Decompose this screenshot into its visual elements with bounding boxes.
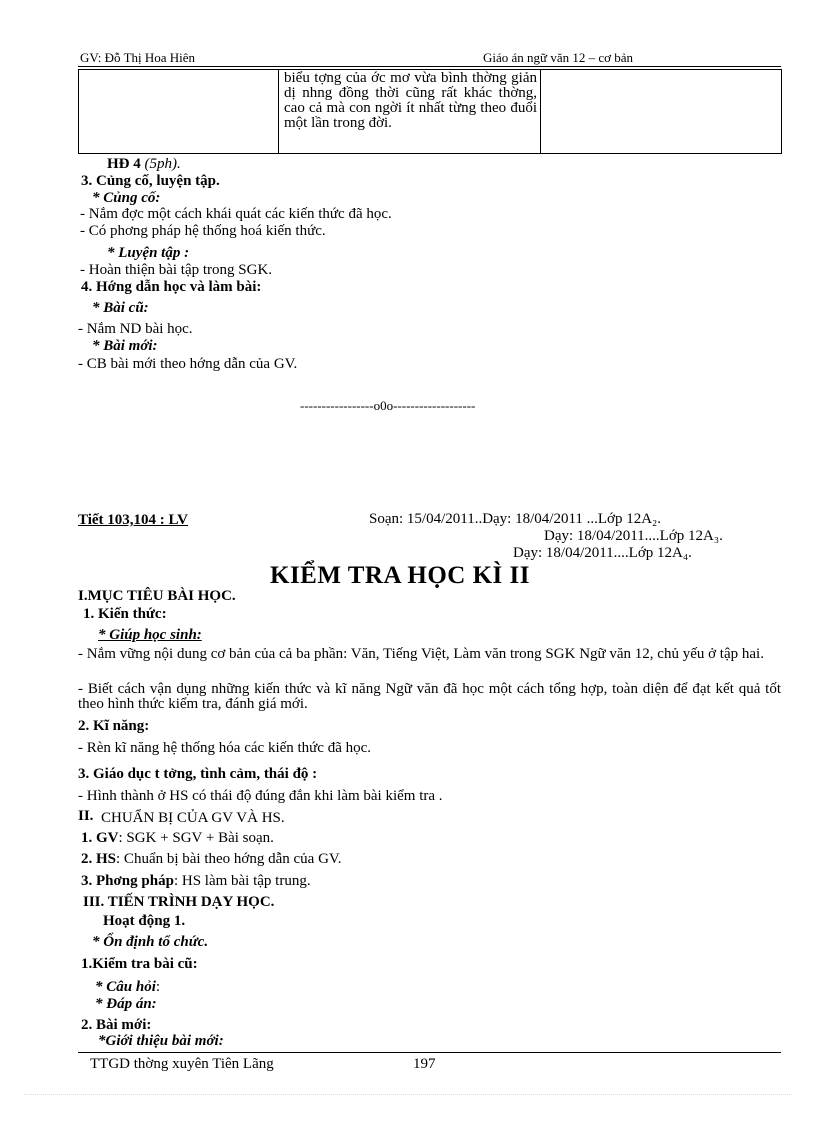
gv-line xyxy=(81,830,274,847)
table-cell-text: biểu tợng của ớc mơ vừa bình thờng giản dị nhng đồng thời cũng rất khác thờng, cao cả mà con ngời ít nhất từng theo đuổi một lần trong đời. xyxy=(284,70,537,131)
gv-num: 1. xyxy=(81,830,93,846)
dap-an-label: * Đáp án: xyxy=(95,996,157,1012)
ki-nang-label: 2. Kĩ năng: xyxy=(78,718,150,734)
cung-co-label: * Củng cố: xyxy=(92,190,161,206)
ki-nang-paragraph: - Rèn kĩ năng hệ thống hóa các kiến thức đã học. xyxy=(78,740,372,756)
gioi-thieu-label: *Giới thiệu bài mới: xyxy=(98,1033,224,1049)
part1-heading: I.MỤC TIÊU BÀI HỌC. xyxy=(78,588,236,604)
header-subject: Giáo án ngữ văn 12 – cơ bản xyxy=(483,50,634,65)
page-bottom-dotted-line xyxy=(24,1094,792,1095)
gv-text: : SGK + SGV + Bài soạn. xyxy=(118,830,274,846)
pp-text: : HS làm bài tập trung. xyxy=(173,873,311,889)
part3-heading: III. TIẾN TRÌNH DẠY HỌC. xyxy=(83,894,275,910)
kiem-tra-label: 1.Kiểm tra bài cũ: xyxy=(81,956,198,972)
hd4-label: HĐ 4 xyxy=(107,156,141,172)
page-title: KIỂM TRA HỌC KÌ II xyxy=(270,562,530,589)
on-dinh-label: * Ổn định tổ chức. xyxy=(92,934,209,950)
gv-label: GV xyxy=(96,830,119,846)
table-cell-right xyxy=(541,70,782,154)
table-cell-left xyxy=(79,70,279,154)
giup-hoc-sinh: * Giúp học sinh: xyxy=(98,627,202,643)
schedule-line-2: Dạy: 18/04/2011....Lớp 12A₃. xyxy=(544,528,723,544)
bai-moi-item-1: - CB bài mới theo hớng dẫn của GV. xyxy=(78,356,298,372)
hd4-time: (5ph). xyxy=(144,156,181,172)
bai-cu-label: * Bài cũ: xyxy=(92,300,149,316)
hs-num: 2. xyxy=(81,851,93,867)
table-row xyxy=(79,70,782,154)
cau-hoi-label: * Câu hỏi xyxy=(95,979,156,995)
lesson-tiet: Tiết 103,104 : LV xyxy=(78,512,189,528)
pp-label: 3. Phơng pháp xyxy=(81,873,174,889)
header-teacher: GV: Đỗ Thị Hoa Hiên xyxy=(80,50,196,65)
table-cell-middle xyxy=(279,70,541,154)
section4-heading: 4. Hớng dẫn học và làm bài: xyxy=(81,279,262,295)
bai-cu-item-1: - Nắm ND bài học. xyxy=(78,321,193,337)
hoat-dong-label: Hoạt động 1. xyxy=(103,913,186,929)
hs-text: : Chuẩn bị bài theo hớng dẫn của GV. xyxy=(116,851,342,867)
schedule-line-1: Soạn: 15/04/2011..Dạy: 18/04/2011 ...Lớp 12A₂. xyxy=(369,511,662,527)
page-number: 197 xyxy=(413,1056,436,1072)
lesson-table xyxy=(78,69,782,154)
section-divider: -----------------o0o------------------- xyxy=(300,398,476,413)
cung-co-item-2: - Có phơng pháp hệ thống hoá kiến thức. xyxy=(80,223,326,239)
part2-numeral: II. xyxy=(78,808,94,824)
kien-thuc-paragraph-2: - Biết cách vận dụng những kiến thức và kĩ năng Ngữ văn đã học một cách tổng hợp, toàn diện để đạt kết quả tốt theo hình thức kiểm tra, đánh giá mới. xyxy=(78,681,781,712)
giao-duc-paragraph: - Hình thành ở HS có thái độ đúng đắn khi làm bài kiểm tra . xyxy=(78,788,443,804)
kien-thuc-label: 1. Kiến thức: xyxy=(83,606,167,622)
hs-label: HS xyxy=(96,851,117,867)
hs-line xyxy=(81,851,342,868)
footer-center: TTGD thờng xuyên Tiên Lãng xyxy=(90,1056,274,1072)
cau-hoi-line xyxy=(95,979,160,996)
schedule-line-3: Dạy: 18/04/2011....Lớp 12A₄. xyxy=(513,545,692,561)
header-rule xyxy=(78,66,781,67)
cau-hoi-colon: : xyxy=(155,979,161,995)
part2-heading: CHUẨN BỊ CỦA GV VÀ HS. xyxy=(101,810,285,826)
bai-moi-heading: 2. Bài mới: xyxy=(81,1017,152,1033)
cung-co-item-1: - Nắm đợc một cách khái quát các kiến thức đã học. xyxy=(80,206,392,222)
hd4-line xyxy=(107,156,181,173)
giao-duc-label: 3. Giáo dục t tởng, tình cảm, thái độ : xyxy=(78,766,318,782)
bai-moi-label: * Bài mới: xyxy=(92,338,158,354)
luyen-tap-label: * Luyện tập : xyxy=(107,245,190,261)
footer-rule xyxy=(78,1052,781,1053)
luyen-tap-item-1: - Hoàn thiện bài tập trong SGK. xyxy=(80,262,273,278)
pp-line xyxy=(81,873,311,890)
kien-thuc-paragraph-1: - Nắm vững nội dung cơ bản của cả ba phần: Văn, Tiếng Việt, Làm văn trong SGK Ngữ văn 12, chủ yếu ở tập hai. xyxy=(78,646,764,662)
section3-heading: 3. Củng cố, luyện tập. xyxy=(81,173,220,189)
